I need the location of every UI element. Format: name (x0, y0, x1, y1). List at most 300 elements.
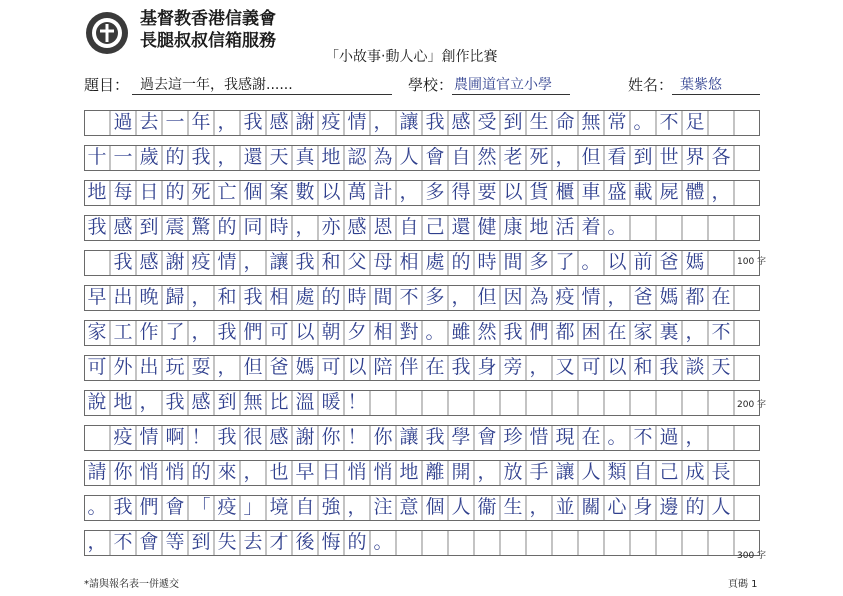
essay-char: 夕 (347, 321, 367, 343)
essay-char: 人 (581, 461, 601, 483)
essay-char: 會 (477, 426, 497, 448)
essay-char: 和 (217, 286, 237, 308)
essay-char: 外 (113, 356, 133, 378)
essay-char: ， (451, 286, 471, 308)
essay-row (84, 180, 760, 205)
essay-char: 裏 (659, 321, 679, 343)
essay-char: ， (139, 391, 159, 413)
essay-char: 境 (269, 496, 289, 518)
essay-char: 以 (295, 321, 315, 343)
essay-char: 說 (87, 391, 107, 413)
essay-char: 我 (217, 321, 237, 343)
essay-char: 放 (503, 461, 523, 483)
essay-row (84, 460, 760, 485)
essay-char: 謝 (165, 251, 185, 273)
essay-grid (84, 110, 760, 572)
essay-char: 手 (529, 461, 549, 483)
essay-char: 處 (425, 251, 445, 273)
essay-char: 到 (503, 111, 523, 133)
essay-char: 悔 (321, 531, 341, 553)
essay-char: 生 (529, 111, 549, 133)
essay-char: ， (243, 461, 263, 483)
essay-char: 悄 (165, 461, 185, 483)
school-underline (452, 94, 570, 95)
essay-char: 心 (607, 496, 627, 518)
essay-char: 。 (607, 426, 627, 448)
essay-char: 以 (347, 356, 367, 378)
essay-char: 真 (295, 146, 315, 168)
essay-char: 。 (581, 251, 601, 273)
essay-char: 疫 (113, 426, 133, 448)
essay-char: 年 (191, 111, 211, 133)
essay-char: 媽 (295, 356, 315, 378)
essay-char: 時 (477, 251, 497, 273)
essay-char: 早 (295, 461, 315, 483)
essay-char: 強 (321, 496, 341, 518)
essay-char: 自 (633, 461, 653, 483)
essay-char: 學 (451, 426, 471, 448)
essay-char: 還 (451, 216, 471, 238)
essay-char: 家 (87, 321, 107, 343)
essay-char: 我 (217, 426, 237, 448)
essay-char: 無 (243, 391, 263, 413)
essay-char: 衞 (477, 496, 497, 518)
essay-char: 為 (373, 146, 393, 168)
essay-char: 現 (555, 426, 575, 448)
essay-char: 們 (529, 321, 549, 343)
essay-char: 載 (633, 181, 653, 203)
school-value: 農圃道官立小學 (454, 77, 552, 93)
essay-char: 的 (451, 251, 471, 273)
essay-char: 十 (87, 146, 107, 168)
essay-char: 疫 (217, 496, 237, 518)
essay-char (84, 250, 110, 275)
essay-char: 的 (191, 461, 211, 483)
essay-char: 不 (633, 426, 653, 448)
essay-char: 我 (295, 251, 315, 273)
essay-char: ， (555, 146, 575, 168)
essay-char: ， (217, 146, 237, 168)
essay-char: 早 (87, 286, 107, 308)
essay-char: 亦 (321, 216, 341, 238)
essay-char: 人 (399, 146, 419, 168)
essay-char: 日 (321, 461, 341, 483)
essay-char: 可 (321, 356, 341, 378)
essay-char: 時 (269, 216, 289, 238)
essay-char: 和 (633, 356, 653, 378)
name-label: 姓名： (628, 76, 674, 94)
essay-char: 時 (347, 286, 367, 308)
counter-200: 200 字 (737, 400, 767, 410)
essay-char: 悄 (139, 461, 159, 483)
essay-char: 晚 (139, 286, 159, 308)
essay-char: 日 (139, 181, 159, 203)
essay-char: 以 (607, 356, 627, 378)
essay-char: 到 (139, 216, 159, 238)
essay-row (84, 495, 760, 520)
essay-char: 感 (347, 216, 367, 238)
essay-row (84, 110, 760, 135)
essay-char: ， (607, 286, 627, 308)
essay-char: 同 (243, 216, 263, 238)
essay-char: 會 (139, 531, 159, 553)
essay-char: 會 (425, 146, 445, 168)
essay-char: 情 (217, 251, 237, 273)
essay-char: 開 (451, 461, 471, 483)
name-value: 葉紫悠 (680, 77, 722, 93)
essay-char: 比 (269, 391, 289, 413)
essay-char: 足 (685, 111, 705, 133)
essay-char: 自 (399, 216, 419, 238)
essay-char: 談 (685, 356, 705, 378)
essay-char: 耍 (191, 356, 211, 378)
contest-title: 「小故事‧動人心」創作比賽 (325, 49, 498, 65)
essay-char: 邊 (659, 496, 679, 518)
essay-char: 的 (347, 531, 367, 553)
essay-char: 得 (451, 181, 471, 203)
essay-char: ， (529, 496, 549, 518)
essay-char: 生 (503, 496, 523, 518)
essay-char: 。 (425, 321, 445, 343)
page-number: 頁碼 1 (728, 579, 758, 590)
essay-char: 活 (555, 216, 575, 238)
topic-value: 過去這一年，我感謝...... (140, 77, 293, 93)
essay-char: 以 (607, 251, 627, 273)
essay-row (84, 425, 760, 450)
essay-char: 在 (711, 286, 731, 308)
essay-char: 都 (685, 286, 705, 308)
essay-char: 失 (217, 531, 237, 553)
essay-char: 到 (191, 531, 211, 553)
essay-char: 後 (295, 531, 315, 553)
topic-label: 題目： (84, 76, 130, 94)
essay-char: 間 (503, 251, 523, 273)
essay-char: 我 (191, 146, 211, 168)
essay-char: 健 (477, 216, 497, 238)
essay-char: 人 (711, 496, 731, 518)
essay-char: 我 (243, 111, 263, 133)
essay-char: 地 (529, 216, 549, 238)
essay-char: 地 (87, 181, 107, 203)
essay-char: 地 (113, 391, 133, 413)
essay-char: 處 (295, 286, 315, 308)
essay-char: 萬 (347, 181, 367, 203)
essay-char: ， (217, 356, 237, 378)
essay-char: ， (191, 321, 211, 343)
essay-char (84, 110, 110, 135)
essay-char: 為 (529, 286, 549, 308)
essay-char: 然 (477, 146, 497, 168)
essay-char: 以 (321, 181, 341, 203)
essay-char: 了 (165, 321, 185, 343)
school-label: 學校： (408, 76, 454, 94)
essay-char: ， (243, 251, 263, 273)
essay-char: 謝 (295, 111, 315, 133)
essay-char: 陪 (373, 356, 393, 378)
essay-char: 。 (87, 496, 107, 518)
essay-char: 感 (113, 216, 133, 238)
essay-char: 不 (659, 111, 679, 133)
essay-char: 相 (373, 321, 393, 343)
essay-char: 死 (529, 146, 549, 168)
essay-char: 己 (659, 461, 679, 483)
essay-char: ！ (347, 426, 367, 448)
essay-char: ！ (191, 426, 211, 448)
essay-char: 「 (191, 496, 211, 518)
essay-char: 我 (113, 251, 133, 273)
essay-char: 可 (87, 356, 107, 378)
essay-char: ， (217, 111, 237, 133)
essay-char: 惜 (529, 426, 549, 448)
essay-row (84, 355, 760, 380)
essay-char: 你 (321, 426, 341, 448)
essay-char: 在 (607, 321, 627, 343)
essay-char: 意 (399, 496, 419, 518)
essay-char: 車 (581, 181, 601, 203)
counter-100: 100 字 (737, 257, 767, 267)
essay-char: 在 (581, 426, 601, 448)
essay-char: 爸 (633, 286, 653, 308)
essay-char: 們 (243, 321, 263, 343)
essay-char: ， (347, 496, 367, 518)
essay-row (84, 145, 760, 170)
essay-row (84, 250, 760, 275)
essay-char: 溫 (295, 391, 315, 413)
essay-char: 以 (503, 181, 523, 203)
essay-char: 讓 (399, 426, 419, 448)
essay-char: 家 (633, 321, 653, 343)
essay-char: 你 (373, 426, 393, 448)
essay-char: 媽 (659, 286, 679, 308)
essay-char: 長 (711, 461, 731, 483)
essay-char: 無 (581, 111, 601, 133)
essay-char: 的 (217, 216, 237, 238)
essay-char: 困 (581, 321, 601, 343)
essay-char: 數 (295, 181, 315, 203)
essay-char: 母 (373, 251, 393, 273)
essay-row (84, 285, 760, 310)
essay-char: 出 (113, 286, 133, 308)
essay-row (84, 215, 760, 240)
essay-char: 工 (113, 321, 133, 343)
essay-char: 不 (711, 321, 731, 343)
essay-char: 都 (555, 321, 575, 343)
essay-char: 成 (685, 461, 705, 483)
essay-char: 去 (243, 531, 263, 553)
essay-char: 過 (113, 111, 133, 133)
essay-char: 對 (399, 321, 419, 343)
essay-char: 要 (477, 181, 497, 203)
essay-char: 但 (477, 286, 497, 308)
essay-char: 等 (165, 531, 185, 553)
essay-char: 感 (269, 426, 289, 448)
essay-char: 震 (165, 216, 185, 238)
essay-char: 恩 (373, 216, 393, 238)
church-logo (84, 10, 130, 56)
essay-char: 注 (373, 496, 393, 518)
essay-char: ， (529, 356, 549, 378)
essay-char: 才 (269, 531, 289, 553)
essay-char: 身 (633, 496, 653, 518)
essay-char: 盛 (607, 181, 627, 203)
essay-char: 歲 (139, 146, 159, 168)
essay-char: 和 (321, 251, 341, 273)
essay-char: 地 (321, 146, 341, 168)
essay-char: 身 (477, 356, 497, 378)
essay-char: 感 (269, 111, 289, 133)
essay-char: 人 (451, 496, 471, 518)
essay-char: 雖 (451, 321, 471, 343)
essay-char: 康 (503, 216, 523, 238)
essay-char: 常 (607, 111, 627, 133)
essay-char: 還 (243, 146, 263, 168)
essay-char: 每 (113, 181, 133, 203)
essay-char: 悄 (347, 461, 367, 483)
essay-char: 關 (581, 496, 601, 518)
essay-char: ！ (347, 391, 367, 413)
essay-char: 的 (685, 496, 705, 518)
essay-char: 了 (555, 251, 575, 273)
essay-char: 的 (165, 146, 185, 168)
essay-char: 離 (425, 461, 445, 483)
essay-char: 的 (165, 181, 185, 203)
essay-char: 死 (191, 181, 211, 203)
essay-char: 過 (659, 426, 679, 448)
essay-char: 情 (139, 426, 159, 448)
essay-char: 世 (659, 146, 679, 168)
essay-char: 情 (581, 286, 601, 308)
essay-char: 出 (139, 356, 159, 378)
essay-char: 着 (581, 216, 601, 238)
essay-char: 命 (555, 111, 575, 133)
essay-char: 多 (529, 251, 549, 273)
organization-name (140, 8, 276, 52)
essay-char: 相 (399, 251, 419, 273)
essay-char: 疫 (555, 286, 575, 308)
essay-char: 個 (425, 496, 445, 518)
essay-char: 爸 (269, 356, 289, 378)
essay-char: 天 (711, 356, 731, 378)
essay-char: 又 (555, 356, 575, 378)
essay-char: 媽 (685, 251, 705, 273)
essay-char: 感 (139, 251, 159, 273)
org-line-1: 基督教香港信義會 (140, 9, 276, 29)
essay-char: 玩 (165, 356, 185, 378)
essay-char: 去 (139, 111, 159, 133)
essay-char: 案 (269, 181, 289, 203)
essay-char: 我 (503, 321, 523, 343)
essay-char: 間 (373, 286, 393, 308)
essay-char: 多 (425, 181, 445, 203)
topic-underline (132, 94, 392, 95)
essay-char: 界 (685, 146, 705, 168)
essay-char: 來 (217, 461, 237, 483)
essay-char: 貨 (529, 181, 549, 203)
essay-char: 作 (139, 321, 159, 343)
essay-char: 」 (243, 496, 263, 518)
essay-char: 情 (347, 111, 367, 133)
essay-char: 伴 (399, 356, 419, 378)
essay-char: 因 (503, 286, 523, 308)
essay-char: 。 (373, 531, 393, 553)
essay-char: 自 (295, 496, 315, 518)
essay-char: ， (477, 461, 497, 483)
essay-char: 老 (503, 146, 523, 168)
essay-char: 歸 (165, 286, 185, 308)
essay-char: 屍 (659, 181, 679, 203)
essay-char: 前 (633, 251, 653, 273)
essay-char: ， (191, 286, 211, 308)
essay-char: 可 (269, 321, 289, 343)
essay-char: ， (399, 181, 419, 203)
essay-char: 暖 (321, 391, 341, 413)
essay-char: 我 (243, 286, 263, 308)
essay-char: 你 (113, 461, 133, 483)
essay-char: 驚 (191, 216, 211, 238)
essay-char: 到 (217, 391, 237, 413)
essay-char: 會 (165, 496, 185, 518)
essay-char: 旁 (503, 356, 523, 378)
essay-char: 讓 (399, 111, 419, 133)
essay-char: 。 (607, 216, 627, 238)
essay-char: 計 (373, 181, 393, 203)
essay-char: 天 (269, 146, 289, 168)
essay-char: 但 (581, 146, 601, 168)
essay-char: 很 (243, 426, 263, 448)
essay-char: 己 (425, 216, 445, 238)
essay-char: 地 (399, 461, 419, 483)
essay-char: 但 (243, 356, 263, 378)
essay-char: ， (373, 111, 393, 133)
essay-char: 也 (269, 461, 289, 483)
essay-char: 啊 (165, 426, 185, 448)
essay-char: 請 (87, 461, 107, 483)
essay-char: 亡 (217, 181, 237, 203)
essay-char: 相 (269, 286, 289, 308)
essay-char: 謝 (295, 426, 315, 448)
essay-char: 看 (607, 146, 627, 168)
essay-char: 不 (399, 286, 419, 308)
essay-char: 父 (347, 251, 367, 273)
counter-300: 300 字 (737, 551, 767, 561)
essay-char: 感 (191, 391, 211, 413)
essay-char: 爸 (659, 251, 679, 273)
essay-char: 多 (425, 286, 445, 308)
essay-char: 們 (139, 496, 159, 518)
essay-char: 我 (659, 356, 679, 378)
essay-char: 體 (685, 181, 705, 203)
essay-char: 讓 (555, 461, 575, 483)
essay-char: 悄 (373, 461, 393, 483)
essay-char: 不 (113, 531, 133, 553)
essay-char: ， (87, 531, 107, 553)
essay-char: 並 (555, 496, 575, 518)
essay-row (84, 530, 760, 555)
essay-char: 我 (113, 496, 133, 518)
essay-char: 朝 (321, 321, 341, 343)
essay-char: 珍 (503, 426, 523, 448)
essay-char: ， (711, 181, 731, 203)
essay-char: 讓 (269, 251, 289, 273)
essay-char: 受 (477, 111, 497, 133)
essay-char: ， (685, 426, 705, 448)
essay-char: 疫 (321, 111, 341, 133)
essay-char: 我 (425, 426, 445, 448)
essay-char (84, 425, 110, 450)
essay-char: 然 (477, 321, 497, 343)
essay-char: 我 (87, 216, 107, 238)
essay-char: 在 (425, 356, 445, 378)
